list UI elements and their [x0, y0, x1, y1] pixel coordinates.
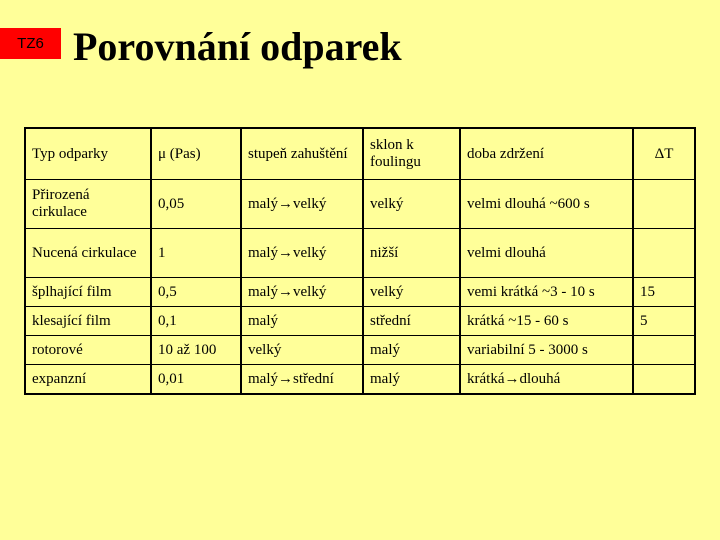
- cell-residence-time: vemi krátká ~3 - 10 s: [460, 278, 633, 307]
- cell-type: rotorové: [25, 336, 151, 365]
- cell-concentration: malý→střední: [241, 365, 363, 395]
- table-row: [25, 278, 695, 307]
- cell-type: expanzní: [25, 365, 151, 395]
- cell-concentration: malý→velký: [241, 180, 363, 229]
- table-row: [25, 180, 695, 229]
- cell-residence-time: krátká→dlouhá: [460, 365, 633, 395]
- table-header-row: [25, 128, 695, 180]
- cell-viscosity: 1: [151, 229, 241, 278]
- cell-viscosity: 0,05: [151, 180, 241, 229]
- cell-residence-time: velmi dlouhá ~600 s: [460, 180, 633, 229]
- cell-residence-time: krátká ~15 - 60 s: [460, 307, 633, 336]
- cell-residence-time: variabilní 5 - 3000 s: [460, 336, 633, 365]
- cell-viscosity: 0,1: [151, 307, 241, 336]
- cell-concentration: malý: [241, 307, 363, 336]
- cell-concentration: malý→velký: [241, 229, 363, 278]
- cell-type: Nucená cirkulace: [25, 229, 151, 278]
- cell-delta-t: [633, 365, 695, 395]
- cell-type: klesající film: [25, 307, 151, 336]
- header-cell-fouling: sklon k foulingu: [363, 128, 460, 180]
- table-row: [25, 229, 695, 278]
- cell-concentration: malý→velký: [241, 278, 363, 307]
- cell-fouling: malý: [363, 365, 460, 395]
- cell-delta-t: [633, 229, 695, 278]
- header-cell-delta-t: ΔT: [633, 128, 695, 180]
- evaporator-comparison-table: [24, 127, 696, 395]
- cell-fouling: nižší: [363, 229, 460, 278]
- cell-viscosity: 10 až 100: [151, 336, 241, 365]
- cell-fouling: střední: [363, 307, 460, 336]
- cell-delta-t: 5: [633, 307, 695, 336]
- header-cell-viscosity: μ (Pas): [151, 128, 241, 180]
- cell-type: Přirozená cirkulace: [25, 180, 151, 229]
- table-row: [25, 307, 695, 336]
- slide-number-badge: TZ6: [0, 28, 61, 59]
- table-row: [25, 336, 695, 365]
- cell-fouling: velký: [363, 180, 460, 229]
- cell-viscosity: 0,01: [151, 365, 241, 395]
- cell-residence-time: velmi dlouhá: [460, 229, 633, 278]
- cell-concentration: velký: [241, 336, 363, 365]
- header-cell-concentration: stupeň zahuštění: [241, 128, 363, 180]
- cell-delta-t: [633, 180, 695, 229]
- cell-viscosity: 0,5: [151, 278, 241, 307]
- slide-title: Porovnání odparek: [73, 24, 402, 69]
- cell-fouling: malý: [363, 336, 460, 365]
- header-cell-type: Typ odparky: [32, 145, 109, 162]
- table-row: [25, 365, 695, 395]
- header-cell-residence-time: doba zdržení: [460, 128, 633, 180]
- cell-type: šplhající film: [25, 278, 151, 307]
- cell-delta-t: [633, 336, 695, 365]
- cell-delta-t: 15: [633, 278, 695, 307]
- cell-fouling: velký: [363, 278, 460, 307]
